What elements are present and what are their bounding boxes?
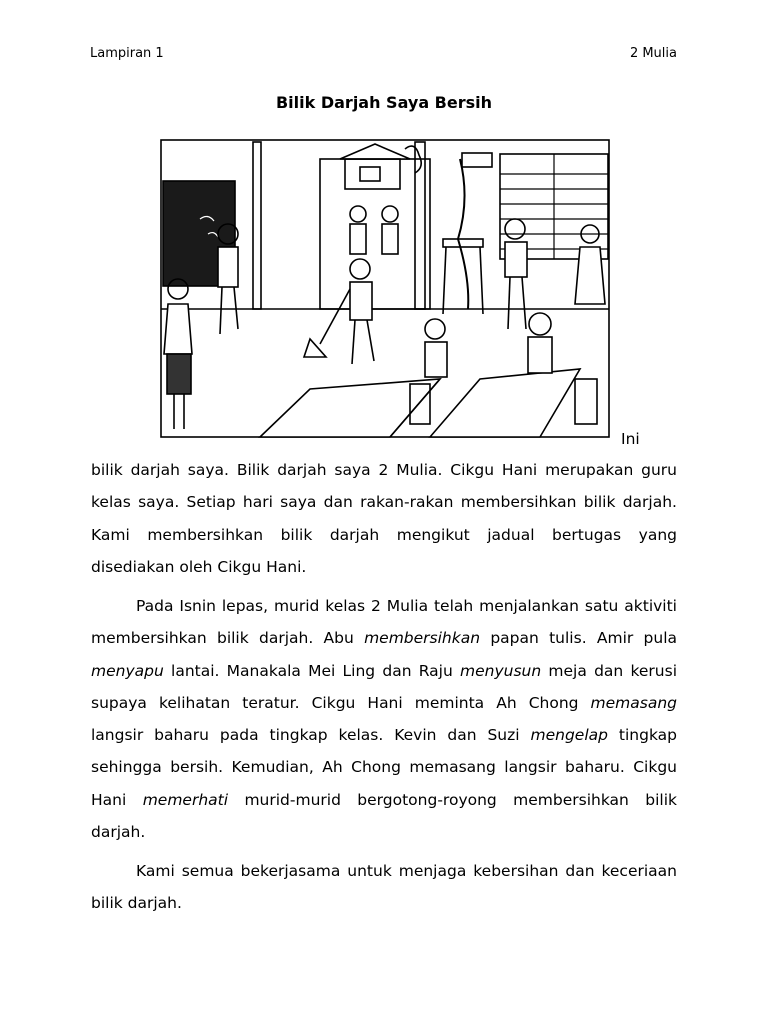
- header-left-label: Lampiran 1: [90, 46, 164, 61]
- paragraph-3: Kami semua bekerjasama untuk menjaga kebersihan dan keceriaan bilik darjah.: [91, 862, 677, 913]
- verb-memerhati: memerhati: [142, 790, 229, 809]
- verb-memasang: memasang: [590, 693, 677, 712]
- paragraph-2-text: murid-murid bergotong-royong membersihkan bilik darjah.: [91, 790, 677, 842]
- paragraph-2-text: meja dan kerusi supaya kelihatan teratur. Cikgu Hani meminta Ah Chong: [91, 661, 677, 712]
- page-title: Bilik Darjah Saya Bersih: [275, 93, 493, 112]
- paragraph-2-text: papan tulis. Amir pula: [480, 629, 678, 648]
- paragraph-2: [91, 590, 677, 848]
- paragraph-2-text: lantai. Manakala Mei Ling dan Raju: [163, 661, 461, 680]
- paragraph-2-text: tingkap sehingga bersih. Kemudian, Ah Chong memasang langsir baharu. Cikgu Hani: [91, 726, 677, 809]
- paragraph-2-text: Pada Isnin lepas, murid kelas 2 Mulia telah menjalankan satu aktiviti membersihkan bilik darjah. Abu: [91, 597, 677, 648]
- verb-menyusun: menyusun: [460, 661, 542, 680]
- paragraph-1: bilik darjah saya. Bilik darjah saya 2 Mulia. Cikgu Hani merupakan guru kelas saya. Setiap hari saya dan rakan-rakan membersihkan bilik darjah. Kami membersihkan bilik darjah mengikut jadual bertugas yang disediakan oleh Cikgu Hani.: [91, 461, 677, 576]
- verb-mengelap: mengelap: [530, 726, 608, 745]
- verb-menyapu: menyapu: [91, 661, 164, 680]
- classroom-illustration: [160, 139, 610, 438]
- header-right-label: 2 Mulia: [629, 46, 677, 61]
- ini-word: Ini: [621, 430, 640, 448]
- paragraph-2-text: langsir baharu pada tingkap kelas. Kevin dan Suzi: [91, 726, 531, 745]
- verb-membersihkan: membersihkan: [364, 629, 481, 648]
